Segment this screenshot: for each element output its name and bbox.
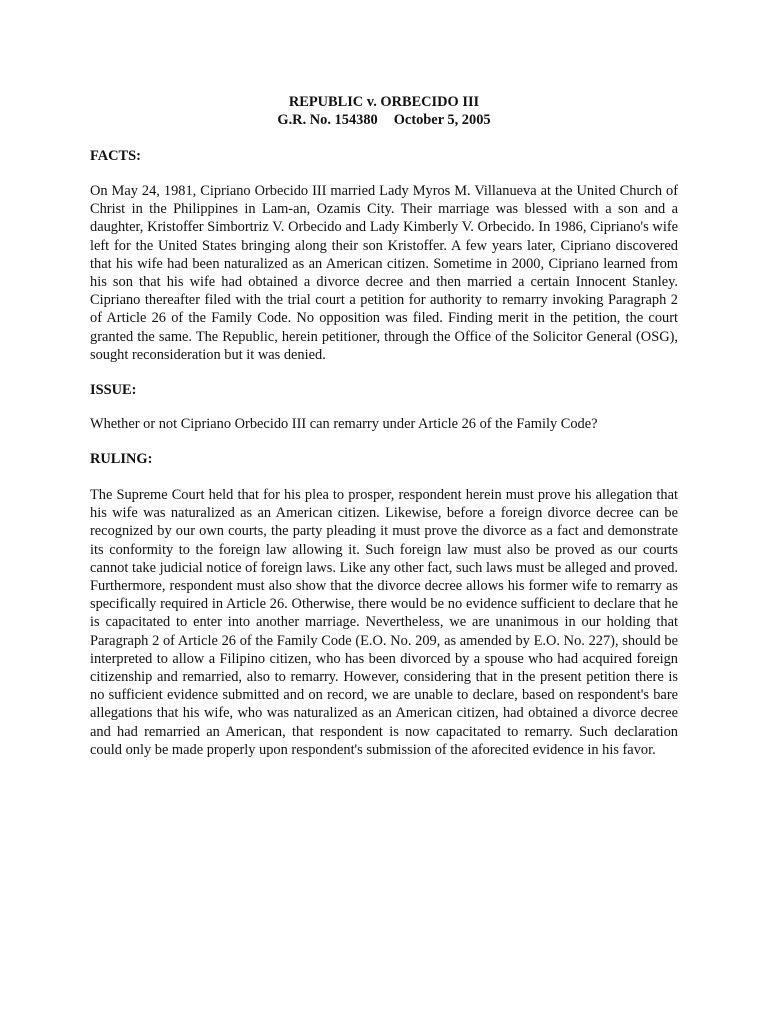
facts-paragraph: On May 24, 1981, Cipriano Orbecido III married Lady Myros M. Villanueva at the United Church of Christ in the Philippines in Lam-an, Ozamis City. Their marriage was blessed with a son and a daughter, Kristoffer Simbortriz V. Orbecido and Lady Kimberly V. Orbecido. In 1986, Cipriano's wife left for the United States bringing along their son Kristoffer. A few years later, Cipriano discovered that his wife had been naturalized as an American citizen. Sometime in 2000, Cipriano learned from his son that his wife had obtained a divorce decree and then married a certain Innocent Stanley. Cipriano thereafter filed with the trial court a petition for authority to remarry invoking Paragraph 2 of Article 26 of the Family Code. No opposition was filed. Finding merit in the petition, the court granted the same. The Republic, herein petitioner, through the Office of the Solicitor General (OSG), sought reconsideration but it was denied. xyxy=(90,183,678,363)
case-title: REPUBLIC v. ORBECIDO III xyxy=(288,94,480,110)
case-number: G.R. No. 154380 xyxy=(277,112,378,129)
issue-paragraph: Whether or not Cipriano Orbecido III can remarry under Article 26 of the Family Code? xyxy=(90,416,598,432)
ruling-heading: RULING: xyxy=(90,451,153,467)
title-block xyxy=(90,93,678,129)
case-date: October 5, 2005 xyxy=(393,112,491,129)
issue-heading: ISSUE: xyxy=(90,382,137,398)
ruling-paragraph: The Supreme Court held that for his plea to prosper, respondent herein must prove his allegation that his wife was naturalized as an American citizen. Likewise, before a foreign divorce decree can be recognized by our own courts, the party pleading it must prove the divorce as a fact and demonstrate its conformity to the foreign law allowing it. Such foreign law must also be proved as our courts cannot take judicial notice of foreign laws. Like any other fact, such laws must be alleged and proved. Furthermore, respondent must also show that the divorce decree allows his former wife to remarry as specifically required in Article 26. Otherwise, there would be no evidence sufficient to declare that he is capacitated to enter into another marriage. Nevertheless, we are unanimous in our holding that Paragraph 2 of Article 26 of the Family Code (E.O. No. 209, as amended by E.O. No. 227), should be interpreted to allow a Filipino citizen, who has been divorced by a spouse who had acquired foreign citizenship and remarried, also to remarry. However, considering that in the present petition there is no sufficient evidence submitted and on record, we are unable to declare, based on respondent's bare allegations that his wife, who was naturalized as an American citizen, had obtained a divorce decree and had remarried an American, that respondent is now capacitated to remarry. Such declaration could only be made properly upon respondent's submission of the aforecited evidence in his favor. xyxy=(90,487,678,758)
facts-heading: FACTS: xyxy=(90,148,141,164)
case-subtitle xyxy=(90,111,678,129)
